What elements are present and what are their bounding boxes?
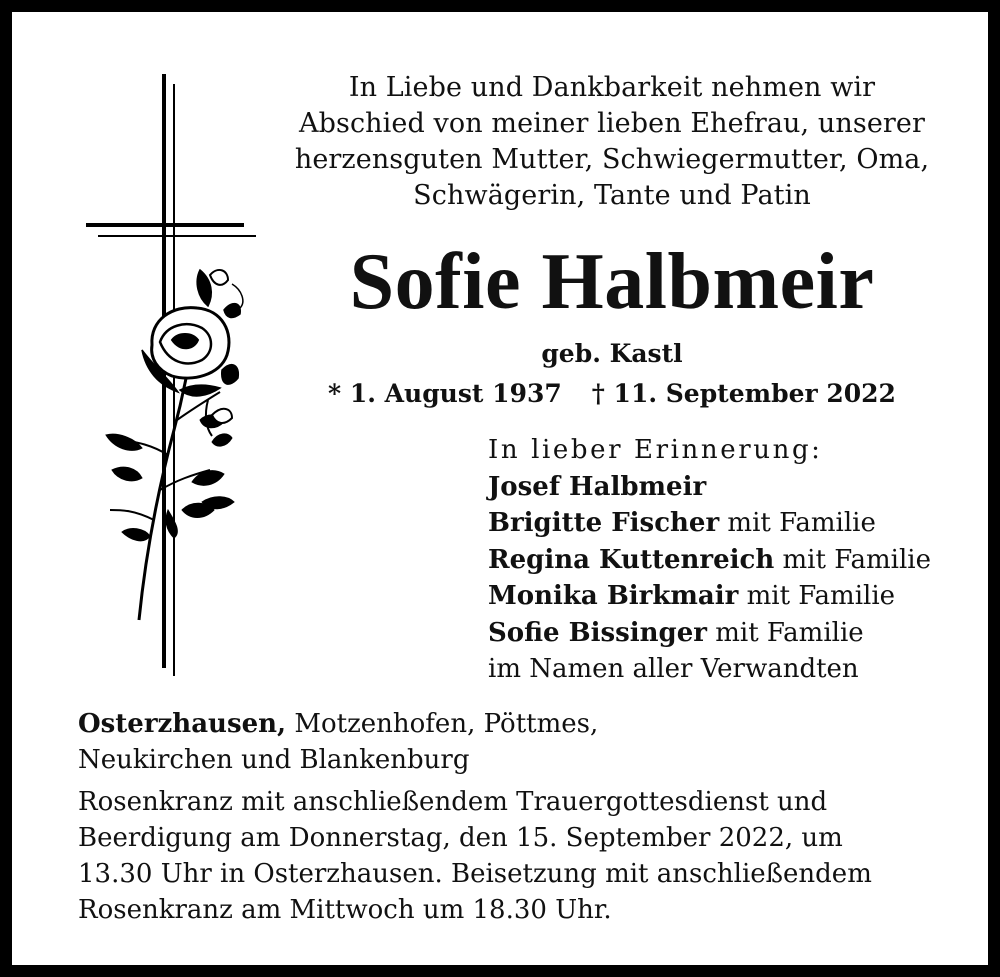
places-block bbox=[78, 706, 958, 778]
service-line: Rosenkranz mit anschließendem Trauergottesdienst und bbox=[78, 787, 828, 817]
mourner-name: Regina Kuttenreich bbox=[488, 544, 775, 575]
intro-line: Schwägerin, Tante und Patin bbox=[413, 180, 811, 211]
life-dates bbox=[312, 376, 912, 412]
places-line bbox=[78, 706, 958, 742]
cross-icon bbox=[82, 70, 272, 682]
place-main: Osterzhausen, bbox=[78, 709, 287, 739]
service-info bbox=[78, 784, 958, 928]
service-line: Beerdigung am Donnerstag, den 15. September 2022, um bbox=[78, 823, 843, 853]
deceased-name: Sofie Halbmeir bbox=[349, 238, 875, 326]
birth-date: * 1. August 1937 bbox=[328, 379, 562, 408]
mourner-name: Josef Halbmeir bbox=[488, 471, 707, 502]
mourner-name: Monika Birkmair bbox=[488, 581, 739, 611]
mourner-entry bbox=[488, 578, 988, 615]
mourner-suffix: mit Familie bbox=[738, 581, 896, 611]
mourner-name: Brigitte Fischer bbox=[488, 508, 720, 538]
maiden-name: geb. Kastl bbox=[541, 339, 683, 368]
mourners-list bbox=[488, 432, 988, 688]
service-line: 13.30 Uhr in Osterzhausen. Beisetzung mit anschließendem bbox=[78, 859, 872, 889]
mourner-name: Sofie Bissinger bbox=[488, 617, 707, 648]
death-date: † 11. September 2022 bbox=[591, 379, 896, 408]
intro-line: In Liebe und Dankbarkeit nehmen wir bbox=[348, 72, 876, 103]
mourner-entry bbox=[488, 615, 988, 652]
mourner-suffix: mit Familie bbox=[719, 508, 876, 538]
intro-line: Abschied von meiner lieben Ehefrau, unserer bbox=[299, 108, 925, 139]
place-rest: Motzenhofen, Pöttmes, bbox=[286, 709, 599, 739]
places-line-2: Neukirchen und Blankenburg bbox=[78, 745, 470, 775]
mourner-suffix: mit Familie bbox=[774, 544, 931, 575]
intro-line: herzensguten Mutter, Schwiegermutter, Oma, bbox=[294, 144, 930, 175]
mourner-entry bbox=[488, 542, 988, 579]
mourner-suffix: mit Familie bbox=[706, 617, 864, 648]
mourner-entry bbox=[488, 469, 988, 506]
mourners-heading: In lieber Erinnerung: bbox=[488, 435, 823, 465]
service-line: Rosenkranz am Mittwoch um 18.30 Uhr. bbox=[78, 895, 612, 925]
intro-text bbox=[267, 70, 957, 214]
mourners-closing: im Namen aller Verwandten bbox=[488, 654, 859, 684]
mourner-entry bbox=[488, 505, 988, 542]
